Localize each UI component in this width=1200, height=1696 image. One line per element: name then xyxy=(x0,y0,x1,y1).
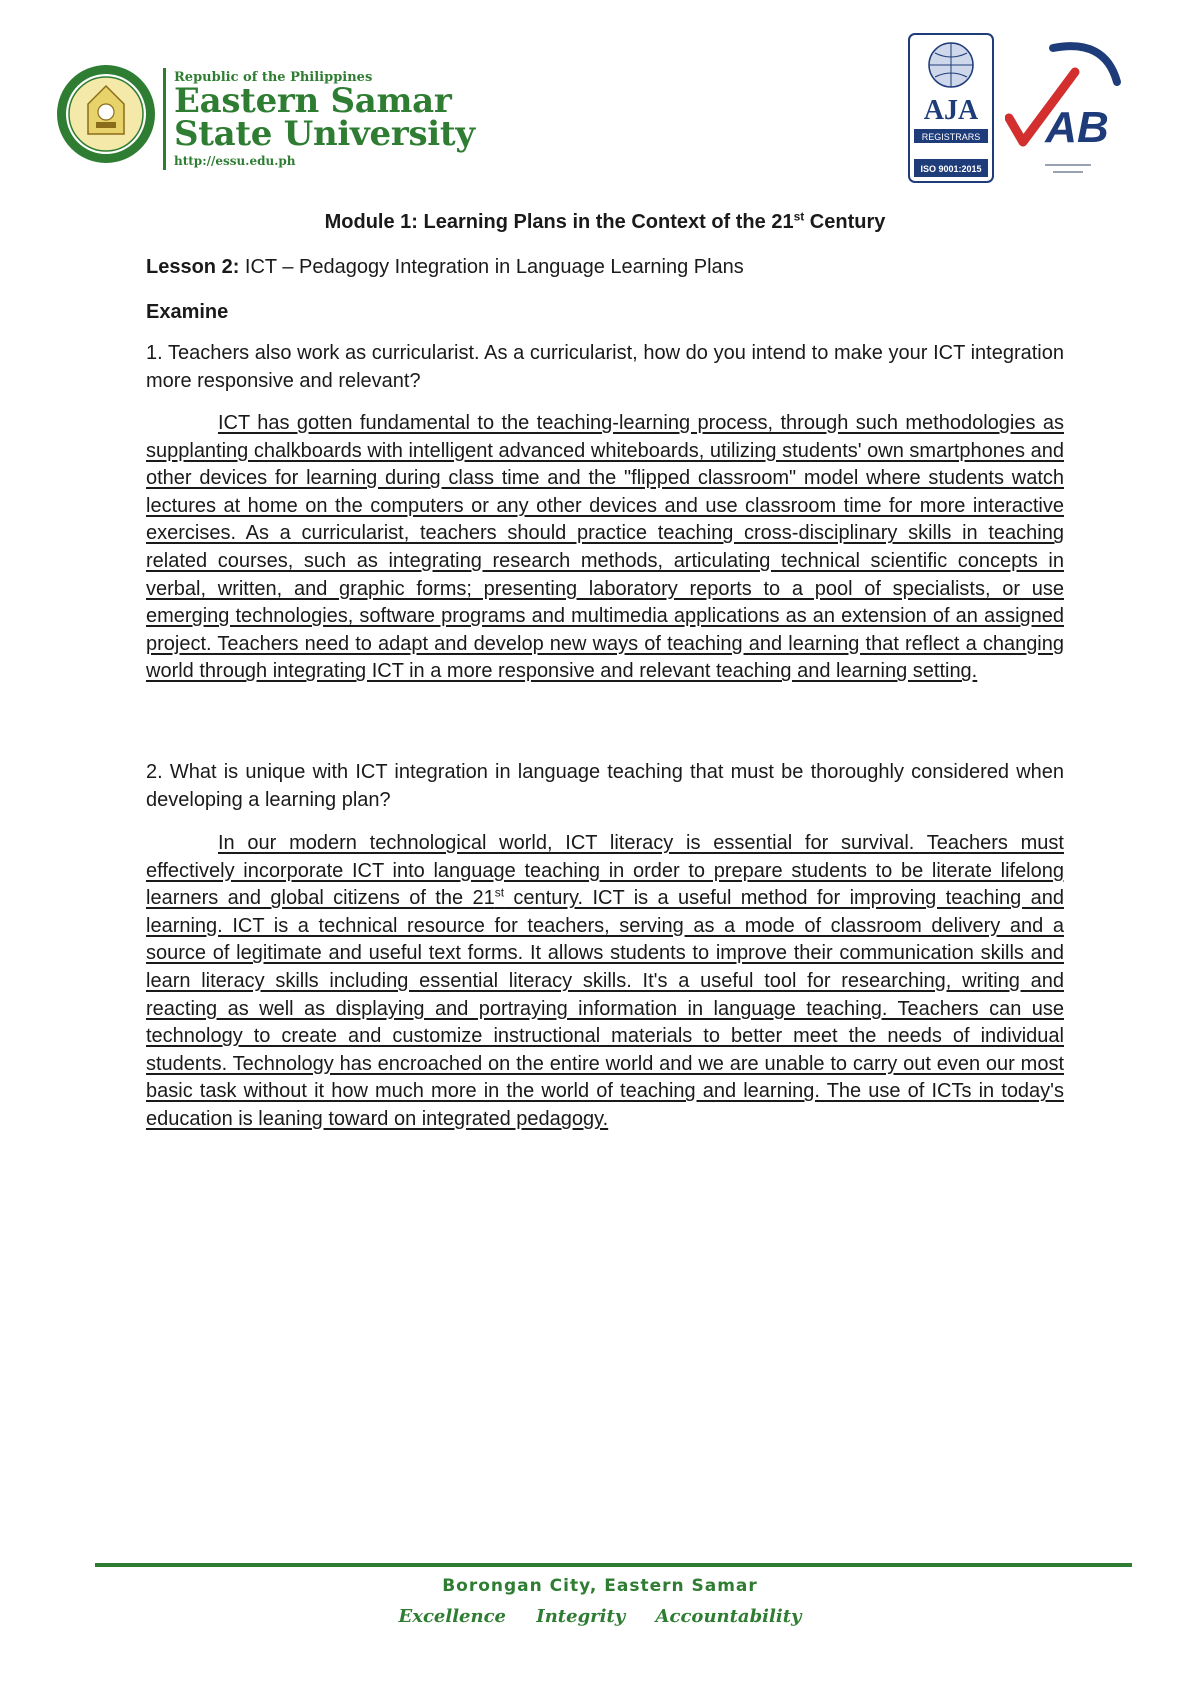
answer-2: In our modern technological world, ICT literacy is essential for survival. Teachers must effectively incorporate ICT into language teaching in order to prepare students to be literate lifelong learners and global citizens of the 21st century. ICT is a useful method for improving teaching and learning. ICT is a technical resource for teachers, serving as a mode of classroom delivery and a source of legitimate and useful text forms. It allows students to improve their communication skills and learn literacy skills including essential literacy skills. It's a useful tool for researching, writing and reacting as well as displaying and portraying information in language teaching. Teachers can use technology to create and customize instructional materials to better meet the needs of individual students. Technology has encroached on the entire world and we are unable to carry out even our most basic task without it how much more in the world of teaching and learning. The use of ICTs in today's education is leaning toward on integrated pedagogy. xyxy=(146,832,1065,1130)
footer-city: Borongan City, Eastern Samar xyxy=(442,1576,758,1596)
university-name-line2: State University xyxy=(174,114,475,154)
aja-iso-badge xyxy=(908,33,994,183)
lesson-title: ICT – Pedagogy Integration in Language Learning Plans xyxy=(239,256,744,278)
question-2: 2. What is unique with ICT integration in language teaching that must be thoroughly considered when developing a learning plan? xyxy=(146,761,1064,811)
university-name-line1: Eastern Samar xyxy=(174,81,452,121)
republic-label: Republic of the Philippines xyxy=(174,70,373,85)
lesson-heading xyxy=(146,253,744,281)
university-url: http://essu.edu.ph xyxy=(174,154,296,168)
answer-1: ICT has gotten fundamental to the teaching-learning process, through such methodologies as supplanting chalkboards with intelligent advanced whiteboards, utilizing students' own smartphones and other devices for learning during class time and the "flipped classroom" model where students watch lectures at home on the computers or any other devices and use classroom time for more interactive exercises. As a curricularist, teachers should practice teaching cross-disciplinary skills in teaching related courses, such as integrating research methods, articulating technical scientific concepts in verbal, written, and graphic forms; presenting laboratory reports to a pool of specialists, or use emerging technologies, software programs and multimedia applications as an extension of an assigned project. Teachers need to adapt and develop new ways of teaching and learning that reflect a changing world through integrating ICT in a more responsive and relevant teaching and learning setting. xyxy=(146,412,1064,683)
section-heading: Examine xyxy=(146,301,229,323)
aja-registrars-text: REGISTRARS xyxy=(921,132,981,142)
ab-text: AB xyxy=(1045,103,1109,152)
university-name-block xyxy=(174,70,475,169)
aja-iso-text: ISO 9001:2015 xyxy=(920,164,982,174)
module-title: Module 1: Learning Plans in the Context of the 21st Century xyxy=(324,209,886,233)
motto-excellence: Excellence xyxy=(398,1606,507,1627)
aja-text: AJA xyxy=(923,95,979,126)
footer-divider xyxy=(95,1563,1132,1567)
lesson-label: Lesson 2: xyxy=(146,256,240,278)
motto-accountability: Accountability xyxy=(655,1606,802,1627)
header-divider xyxy=(163,68,166,170)
footer-motto xyxy=(0,1606,1200,1627)
ab-accreditation-logo xyxy=(1005,34,1125,184)
university-seal xyxy=(56,64,156,164)
motto-integrity: Integrity xyxy=(536,1606,626,1627)
question-1: 1. Teachers also work as curricularist. As a curricularist, how do you intend to make your ICT integration more responsive and relevant? xyxy=(146,342,1064,392)
